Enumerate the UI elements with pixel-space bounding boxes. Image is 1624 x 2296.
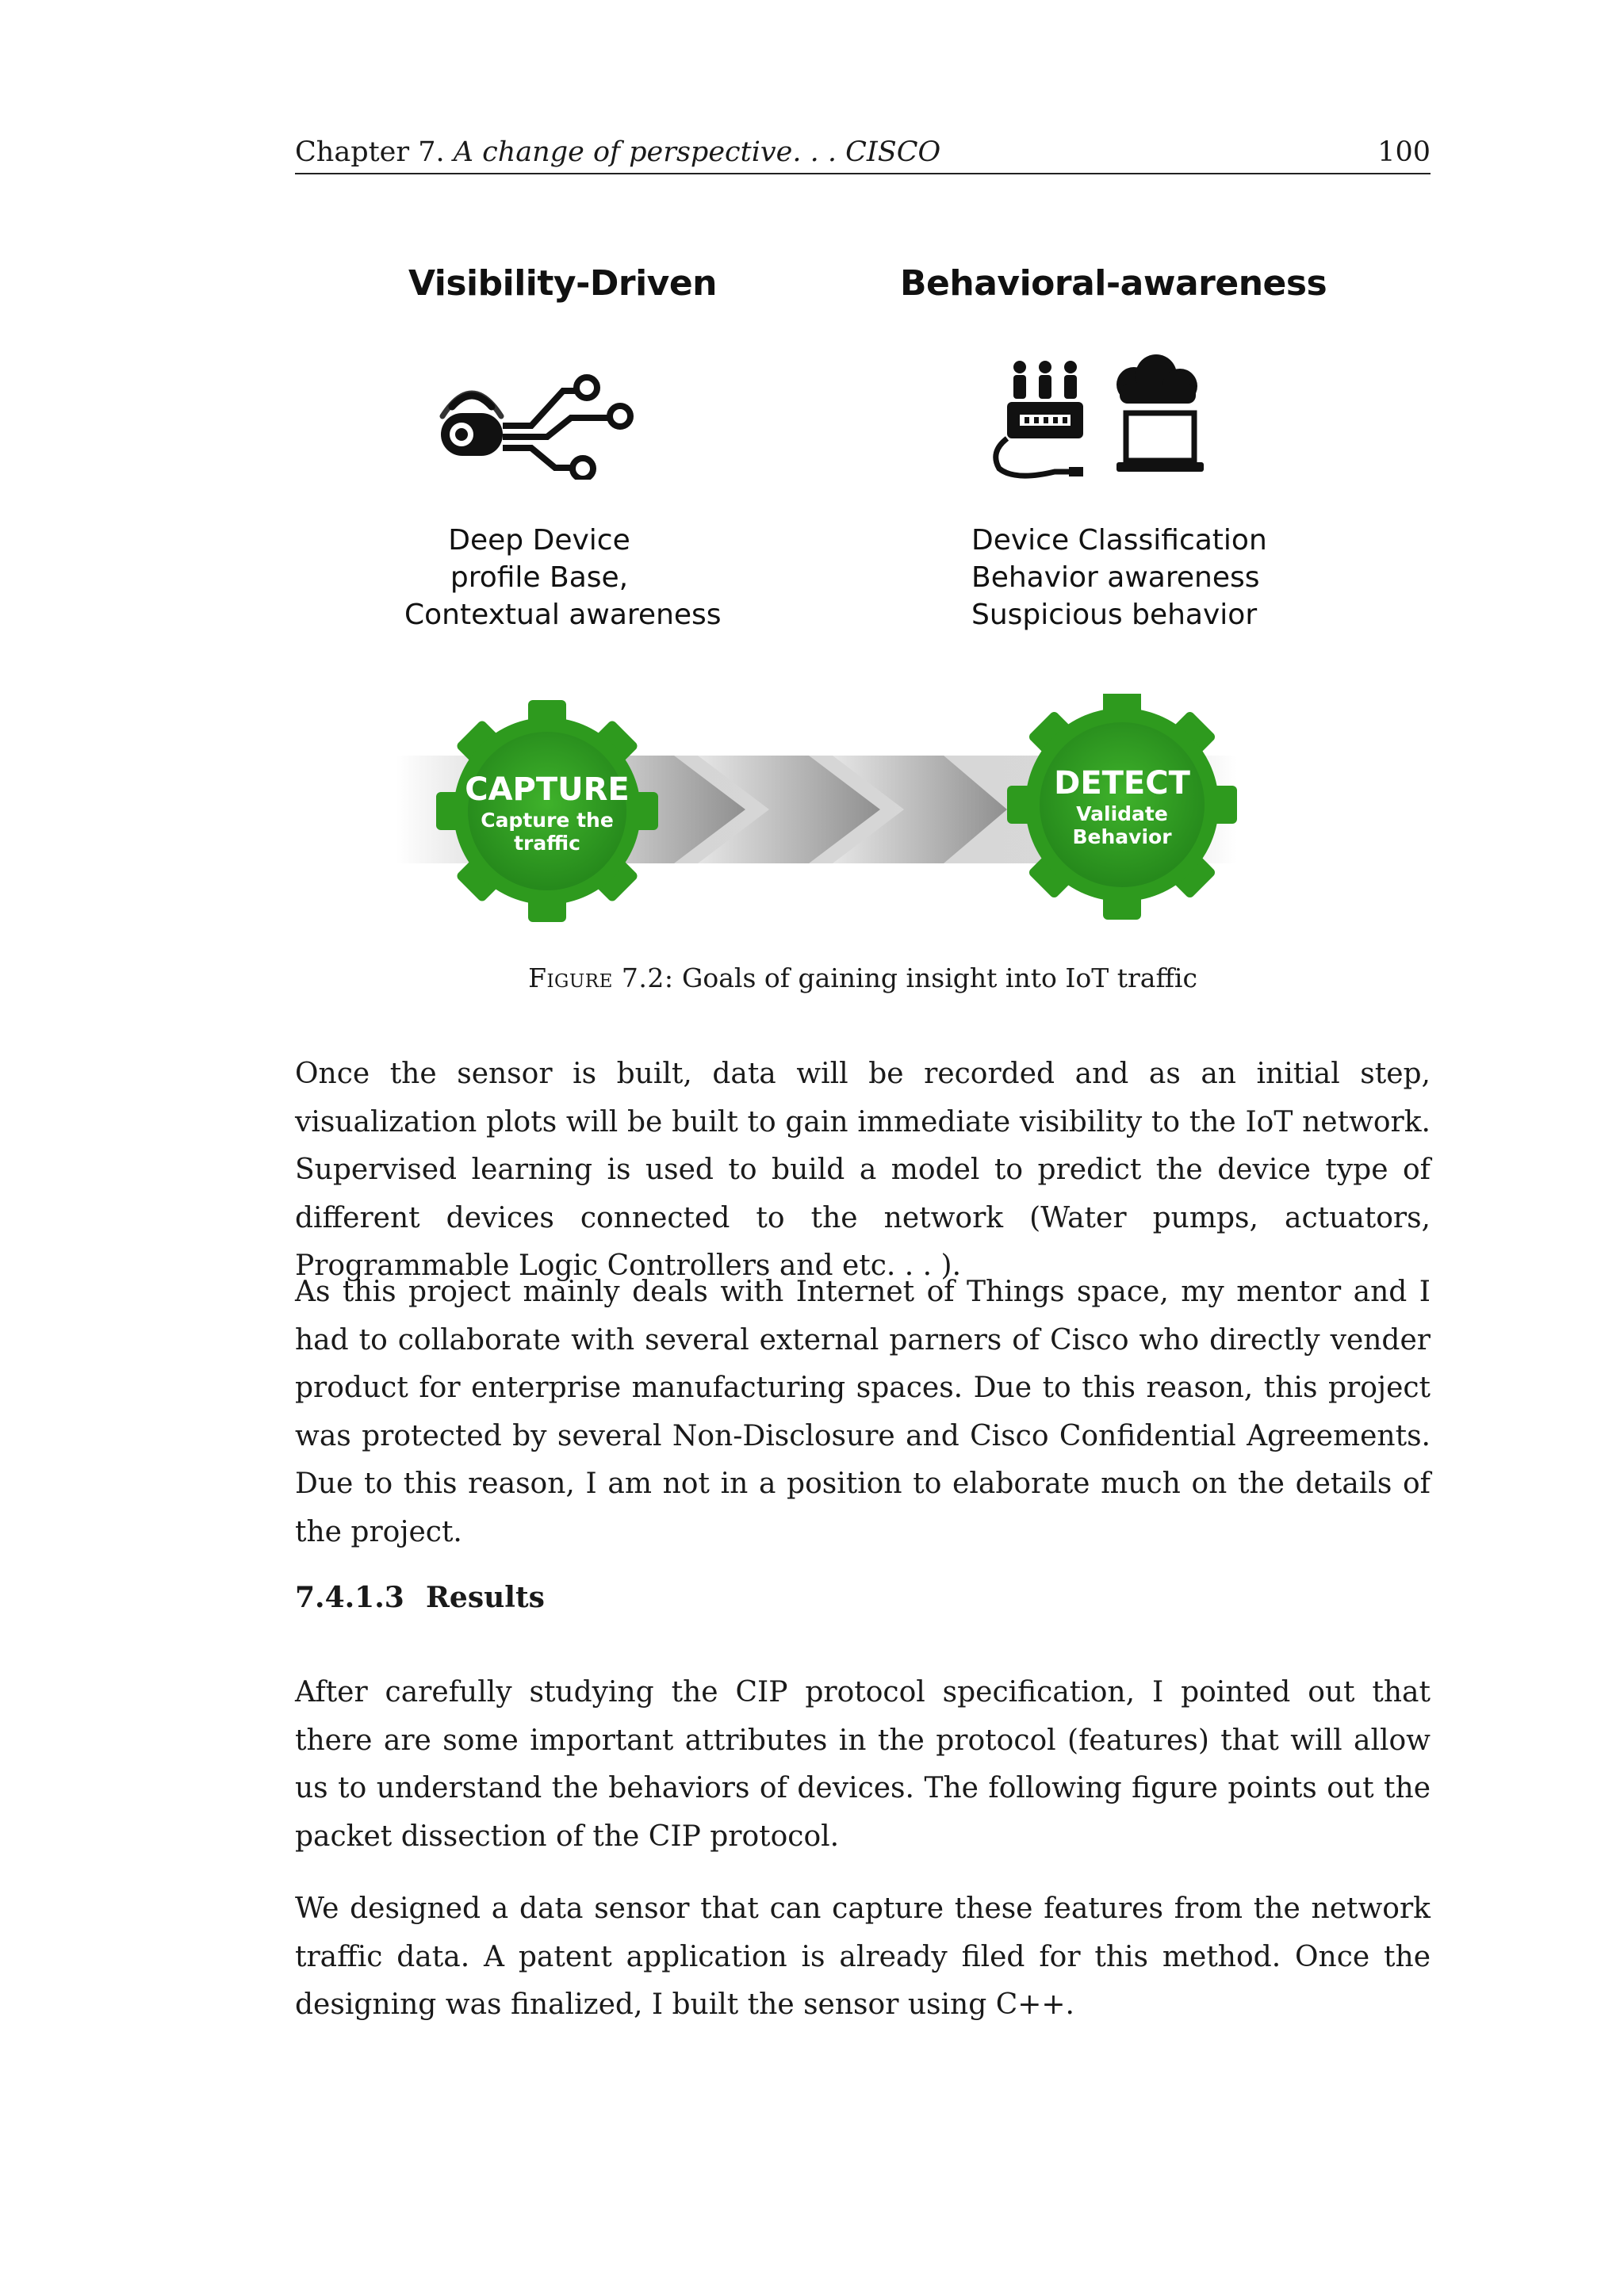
figure-right-heading: Behavioral-awareness: [900, 263, 1327, 304]
figure-left-heading: Visibility-Driven: [408, 263, 718, 304]
paragraph-4: We designed a data sensor that can capture these features from the network traffic data. A patent application is already filed for this method. Once the designing was finalized, I built the sensor using C++.: [295, 1892, 1431, 2021]
section-number: 7.4.1.3: [295, 1581, 404, 1614]
left-text-line: profile Base,: [450, 561, 629, 594]
caption-label: Figure 7.2:: [528, 962, 674, 993]
right-text-line: Behavior awareness: [971, 561, 1260, 594]
figure-caption: [295, 961, 1431, 996]
circuit-sensor-icon: [436, 353, 642, 480]
running-head: [295, 135, 1431, 174]
chapter-label: Chapter 7.: [295, 136, 445, 168]
figure-left-text: [404, 522, 722, 633]
capture-line: Capture the: [481, 809, 614, 832]
paragraph-2: As this project mainly deals with Internet of Things space, my mentor and I had to collaborate with several external parners of Cisco who directly vender product for enterprise manufacturing spaces. Due to this reason, this project was protected by several Non-Disclosure and Cisco Confidential Agreements. Due to this reason, I am not in a position to elaborate much on the details of the project.: [295, 1276, 1431, 1548]
detect-title: DETECT: [1054, 765, 1190, 802]
left-text-line: Deep Device: [448, 524, 630, 557]
left-text-line: Contextual awareness: [404, 599, 722, 631]
chapter-title: A change of perspective. . . CISCO: [453, 136, 941, 168]
right-text-line: Suspicious behavior: [971, 599, 1258, 631]
paragraph-1: Once the sensor is built, data will be recorded and as an initial step, visualization plots will be built to gain immediate visibility to the IoT network. Supervised learning is used to build a model to predict the device type of different devices connected to the network (Water pumps, actuators, Programmable Logic Controllers and etc. . . ).: [295, 1058, 1431, 1282]
right-text-line: Device Classification: [971, 524, 1267, 557]
section-title: Results: [426, 1581, 545, 1614]
section-heading: [295, 1578, 545, 1617]
figure-iot-goals: [381, 246, 1327, 936]
devices-cloud-laptop-icon: [983, 353, 1213, 488]
detect-gear-label: [1027, 764, 1217, 848]
caption-text: Goals of gaining insight into IoT traffic: [682, 962, 1197, 993]
capture-gear-label: [452, 771, 642, 855]
capture-line: traffic: [514, 832, 580, 855]
running-head-chapter: [295, 135, 940, 170]
capture-title: CAPTURE: [465, 771, 630, 808]
page-number: 100: [1377, 136, 1431, 168]
figure-right-text: [971, 522, 1267, 633]
paragraph-3: After carefully studying the CIP protocol specification, I pointed out that there are some important attributes in the protocol (features) that will allow us to understand the behaviors of devices. The following figure points out the packet dissection of the CIP protocol.: [295, 1676, 1431, 1853]
detect-line: Validate: [1076, 802, 1168, 825]
detect-line: Behavior: [1072, 825, 1172, 848]
